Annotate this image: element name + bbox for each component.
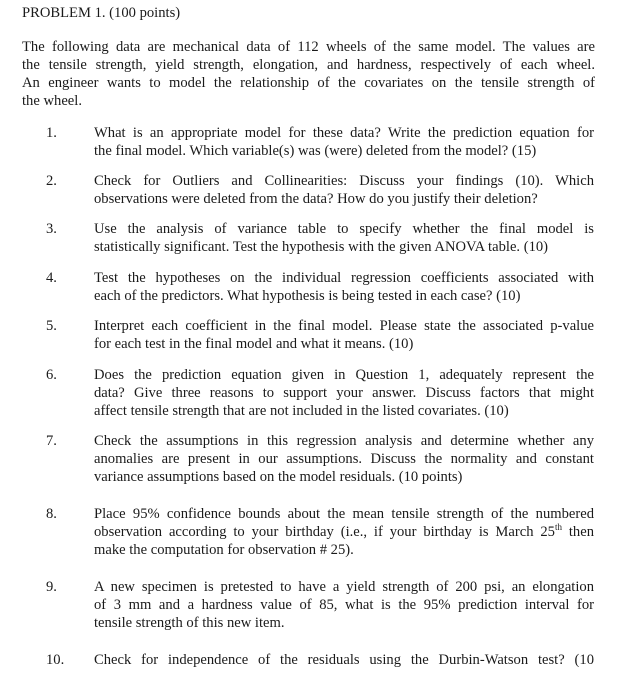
question-number: 1.: [46, 125, 57, 141]
question-text: [94, 651, 594, 669]
intro-line: the tensile strength, yield strength, elongation, and hardness, respectively of each wheel.: [22, 57, 595, 73]
question-line: Does the prediction equation given in Question 1, adequately represent the: [94, 367, 594, 383]
question-line: make the computation for observation # 25).: [94, 542, 354, 558]
question-text: [94, 505, 594, 559]
question-text: [94, 172, 594, 208]
question-line: Check for Outliers and Collinearities: Discuss your findings (10). Which: [94, 173, 594, 189]
question-line: Use the analysis of variance table to specify whether the final model is: [94, 221, 594, 237]
question-line-with-sup: [94, 523, 594, 541]
question-line: Test the hypotheses on the individual regression coefficients associated with: [94, 270, 594, 286]
question-line: Interpret each coefficient in the final model. Please state the associated p-value: [94, 318, 594, 334]
question-line: variance assumptions based on the model residuals. (10 points): [94, 469, 463, 485]
question-line: for each test in the final model and what it means. (10): [94, 336, 414, 352]
question-line: tensile strength of this new item.: [94, 615, 285, 631]
question-line: Check the assumptions in this regression analysis and determine whether any: [94, 433, 594, 449]
question-line: anomalies are present in our assumptions. Discuss the normality and constant: [94, 451, 594, 467]
question-line: Check for independence of the residuals using the Durbin-Watson test? (10: [94, 652, 594, 668]
question-text: [94, 269, 594, 305]
intro-line: the wheel.: [22, 93, 82, 109]
question-number: 5.: [46, 318, 57, 334]
question-line: data? Give three reasons to support your answer. Discuss factors that might: [94, 385, 594, 401]
question-number: 8.: [46, 506, 57, 522]
question-text: [94, 432, 594, 486]
question-text: [94, 124, 594, 160]
question-number: 3.: [46, 221, 57, 237]
question-line: affect tensile strength that are not included in the listed covariates. (10): [94, 403, 509, 419]
intro-line: An engineer wants to model the relationship of the covariates on the tensile strength of: [22, 75, 595, 91]
question-line: A new specimen is pretested to have a yield strength of 200 psi, an elongation: [94, 579, 594, 595]
question-number: 6.: [46, 367, 57, 383]
question-line-part: then: [562, 524, 594, 540]
question-text: [94, 578, 594, 632]
question-line: What is an appropriate model for these data? Write the prediction equation for: [94, 125, 594, 141]
question-number: 7.: [46, 433, 57, 449]
question-number: 9.: [46, 579, 57, 595]
question-number: 2.: [46, 173, 57, 189]
intro-paragraph: [22, 38, 595, 110]
question-number: 10.: [46, 652, 65, 668]
ordinal-superscript: th: [554, 522, 562, 532]
question-line: Place 95% confidence bounds about the mean tensile strength of the numbered: [94, 506, 594, 522]
question-line: each of the predictors. What hypothesis is being tested in each case? (10): [94, 288, 521, 304]
question-line: statistically significant. Test the hypothesis with the given ANOVA table. (10): [94, 239, 549, 255]
question-line: observations were deleted from the data? How do you justify their deletion?: [94, 191, 538, 207]
intro-line: The following data are mechanical data of 112 wheels of the same model. The values are: [22, 39, 595, 55]
question-number: 4.: [46, 270, 57, 286]
question-text: [94, 317, 594, 353]
problem-title: PROBLEM 1. (100 points): [22, 5, 181, 21]
question-line-part: observation according to your birthday (i.e., if your birthday is March 25: [94, 524, 555, 540]
question-text: [94, 366, 594, 420]
question-line: of 3 mm and a hardness value of 85, what is the 95% prediction interval for: [94, 597, 594, 613]
question-text: [94, 220, 594, 256]
question-line: the final model. Which variable(s) was (were) deleted from the model? (15): [94, 143, 537, 159]
